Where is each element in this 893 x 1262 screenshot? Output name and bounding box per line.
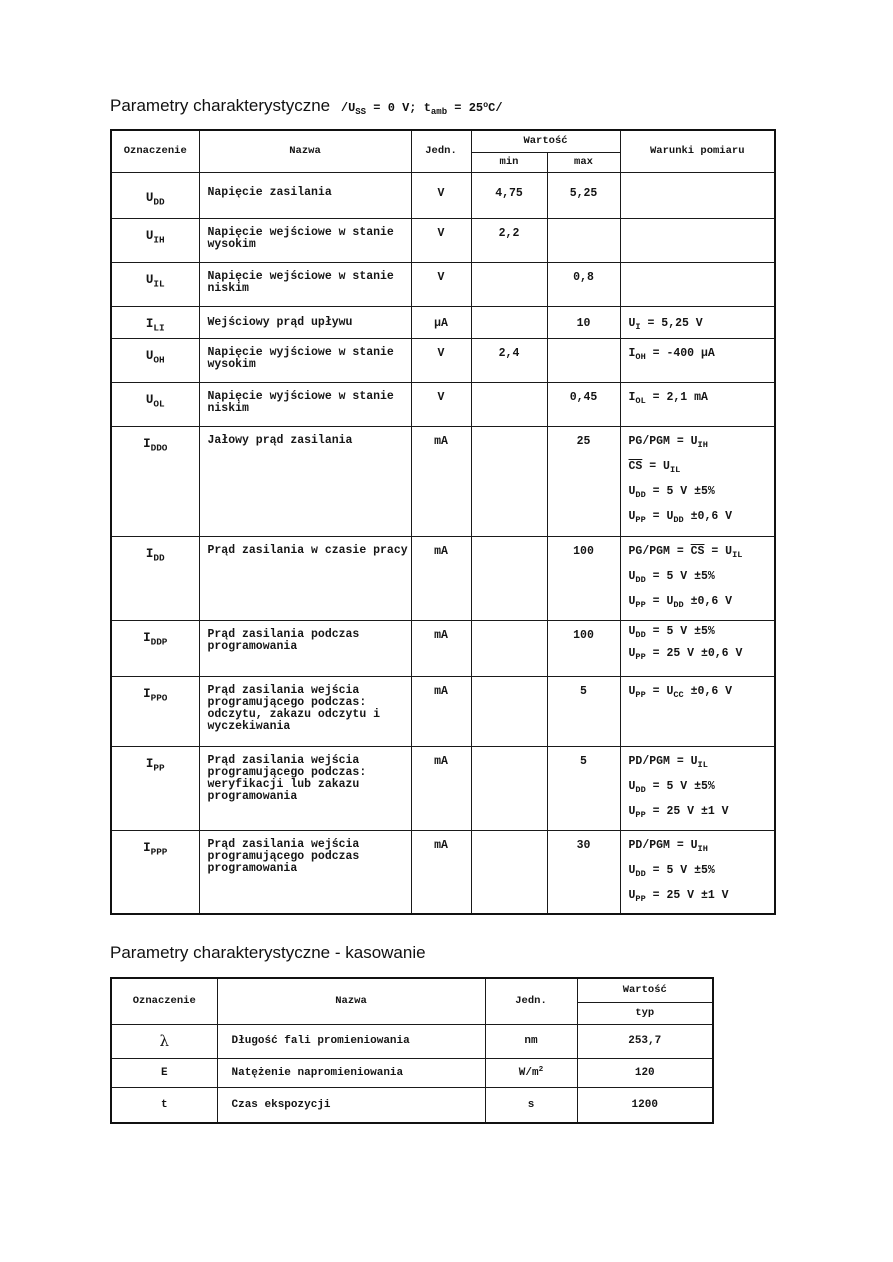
condition-line: $\overline{CS} = U_{IL}$ [628,459,681,475]
row-conditions [620,218,775,262]
row-min [471,536,547,620]
table-row [111,676,775,746]
row-name: Napięcie wyjściowe w stanie wysokim [199,338,411,382]
row-unit: $W/m^2$ [485,1058,577,1087]
header-symbol: Oznaczenie [111,130,199,172]
row-symbol: $I_{PPP}$ [111,830,199,914]
row-unit: mA [411,746,471,830]
row-max: 5,25 [547,172,620,218]
row-unit: mA [411,676,471,746]
row-max: 100 [547,536,620,620]
row-unit: mA [411,426,471,536]
condition-line: $PG/PGM = U_{IH}$ [628,434,708,450]
row-conditions [620,262,775,306]
table-row [111,426,775,536]
table-row [111,172,775,218]
row-symbol: $I_{LI}$ [111,306,199,338]
row-max: 100 [547,620,620,676]
header-symbol: Oznaczenie [111,978,217,1024]
condition-line: $U_{PP} = 25$ V ±0,6 V [628,646,743,662]
header-unit: Jedn. [485,978,577,1024]
table-row [111,1087,713,1123]
row-name: Długość fali promieniowania [217,1024,485,1058]
row-conditions [620,830,775,914]
condition-line: $PD/PGM = U_{IL}$ [628,754,708,770]
table-row [111,536,775,620]
row-min [471,306,547,338]
condition-line: $I_{OL} = 2,1$ mA [628,390,708,406]
row-unit: V [411,218,471,262]
header-value: Wartość [577,978,713,1002]
row-symbol: λ [111,1024,217,1058]
row-typ: 120 [577,1058,713,1087]
row-max: 5 [547,746,620,830]
table-row [111,218,775,262]
characteristics-table [110,129,776,915]
row-conditions [620,426,775,536]
condition-line: $U_{PP} = U_{DD} \pm 0,6$ V [628,509,733,525]
table1-title [110,96,503,116]
header-unit: Jedn. [411,130,471,172]
header-value: Wartość [471,130,620,152]
row-typ: 253,7 [577,1024,713,1058]
row-symbol: $I_{DD}$ [111,536,199,620]
row-unit: nm [485,1024,577,1058]
row-symbol: $U_{IH}$ [111,218,199,262]
table-row [111,620,775,676]
row-name: Jałowy prąd zasilania [199,426,411,536]
erasure-table [110,977,714,1124]
row-max: 25 [547,426,620,536]
row-max: 5 [547,676,620,746]
row-conditions [620,306,775,338]
row-conditions [620,536,775,620]
row-name: Napięcie wejściowe w stanie wysokim [199,218,411,262]
table-row [111,306,775,338]
row-min [471,382,547,426]
row-symbol: t [111,1087,217,1123]
row-symbol: $I_{DDO}$ [111,426,199,536]
header-max: max [547,152,620,172]
row-conditions [620,676,775,746]
row-min [471,262,547,306]
row-unit: V [411,172,471,218]
row-symbol: $U_{OH}$ [111,338,199,382]
header-name: Nazwa [217,978,485,1024]
row-max [547,218,620,262]
table-row [111,262,775,306]
row-symbol: E [111,1058,217,1087]
table-row [111,1024,713,1058]
condition-line: $PD/PGM = U_{IH}$ [628,838,708,854]
row-conditions [620,746,775,830]
condition-line: $U_I = 5,25$ V [628,316,703,332]
header-typ: typ [577,1002,713,1024]
row-min: 4,75 [471,172,547,218]
row-symbol: $I_{PP}$ [111,746,199,830]
header-conditions: Warunki pomiaru [620,130,775,172]
row-max [547,338,620,382]
row-symbol: $U_{DD}$ [111,172,199,218]
row-name: Natężenie napromieniowania [217,1058,485,1087]
row-min [471,746,547,830]
row-name: Prąd zasilania wejścia programującego podczas: weryfikacji lub zakazu programowania [199,746,411,830]
row-name: Napięcie wyjściowe w stanie niskim [199,382,411,426]
condition-line: $U_{DD} = 5$ V ±5% [628,624,715,640]
row-symbol: $U_{IL}$ [111,262,199,306]
condition-line: $U_{PP} = 25$ V ±1 V [628,804,729,820]
row-name: Napięcie wejściowe w stanie niskim [199,262,411,306]
row-name: Prąd zasilania w czasie pracy [199,536,411,620]
row-unit: V [411,382,471,426]
row-name: Czas ekspozycji [217,1087,485,1123]
table-row [111,382,775,426]
condition-line: $U_{DD} = 5$ V ±5% [628,779,715,795]
header-min: min [471,152,547,172]
row-typ: 1200 [577,1087,713,1123]
row-name: Prąd zasilania podczas programowania [199,620,411,676]
row-max: 30 [547,830,620,914]
row-unit: V [411,338,471,382]
row-max: 0,8 [547,262,620,306]
row-symbol: $I_{PPO}$ [111,676,199,746]
row-name: Napięcie zasilania [199,172,411,218]
table1-title-text: Parametry charakterystyczne [110,96,331,115]
row-min: 2,4 [471,338,547,382]
row-conditions [620,620,775,676]
row-name: Wejściowy prąd upływu [199,306,411,338]
row-conditions [620,338,775,382]
row-unit: mA [411,620,471,676]
row-symbol: $I_{DDP}$ [111,620,199,676]
condition-line: $U_{DD} = 5$ V ±5% [628,863,715,879]
condition-line: $I_{OH} = -400$ µA [628,346,715,362]
row-unit: s [485,1087,577,1123]
table1-title-conditions: $/U_{SS} = 0$ V; $t_{amb} = 25^oC/$ [340,99,503,118]
table-row [111,746,775,830]
row-name: Prąd zasilania wejścia programującego podczas: odczytu, zakazu odczytu i wyczekiwania [199,676,411,746]
table-row [111,830,775,914]
header-name: Nazwa [199,130,411,172]
row-conditions [620,172,775,218]
condition-line: $U_{DD} = 5$ V ±5% [628,569,715,585]
row-unit: V [411,262,471,306]
row-min [471,620,547,676]
row-min: 2,2 [471,218,547,262]
row-max: 10 [547,306,620,338]
condition-line: $U_{PP} = U_{CC} \pm 0,6$ V [628,684,733,700]
condition-line: $U_{DD} = 5$ V ±5% [628,484,715,500]
row-unit: mA [411,830,471,914]
condition-line: $PG/PGM = \overline{CS} = U_{IL}$ [628,544,743,560]
condition-line: $U_{PP} = 25$ V ±1 V [628,888,729,904]
row-name: Prąd zasilania wejścia programującego podczas programowania [199,830,411,914]
row-min [471,830,547,914]
table2-title: Parametry charakterystyczne - kasowanie [110,943,426,962]
row-min [471,676,547,746]
row-unit: mA [411,536,471,620]
row-conditions [620,382,775,426]
table-row [111,1058,713,1087]
table-row [111,338,775,382]
condition-line: $U_{PP} = U_{DD} \pm 0,6$ V [628,594,733,610]
row-symbol: $U_{OL}$ [111,382,199,426]
row-unit: µA [411,306,471,338]
row-max: 0,45 [547,382,620,426]
row-min [471,426,547,536]
